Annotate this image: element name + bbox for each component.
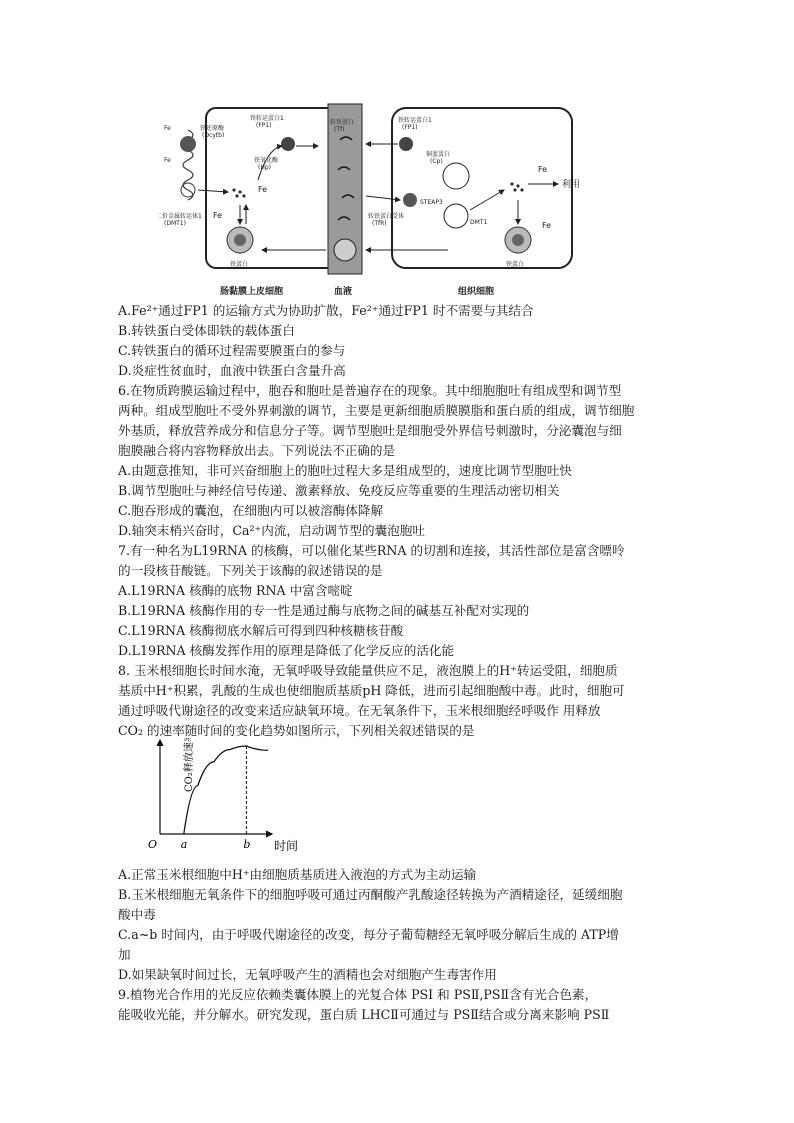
q5-option-d: D.炎症性贫血时，血液中铁蛋白含量升高 <box>118 363 346 378</box>
q8-option-c-cont: 加 <box>118 947 131 962</box>
label-tf-en: (Tf) <box>334 126 345 133</box>
q7-line-1: 7.有一种名为L19RNA 的核酶，可以催化某些RNA 的切割和连接，其活性部位是富含嘌呤 <box>118 543 625 558</box>
label-dmt1-en: (DMT1) <box>164 220 186 227</box>
q8-option-d: D.如果缺氧时间过长，无氧呼吸产生的酒精也会对细胞产生毒害作用 <box>118 967 497 982</box>
iron-transport-svg <box>158 100 638 300</box>
q6-line-3: 外基质，释放营养成分和信息分子等。调节型胞吐是细胞受外界信号刺激时，分泌囊泡与细 <box>118 423 622 438</box>
label-reductase-en: (Dcytb) <box>202 132 225 139</box>
q7-option-a: A.L19RNA 核酶的底物 RNA 中富含嘧啶 <box>118 583 353 598</box>
label-fe2-b: Fe <box>258 185 268 194</box>
blood-ferritin-icon <box>334 239 356 261</box>
tfr-icon <box>403 193 417 207</box>
q8-line-1: 8. 玉米根细胞长时间水淹，无氧呼吸导致能量供应不足，液泡膜上的H⁺转运受阻，细胞质 <box>118 663 618 678</box>
x-tick-b: b <box>243 838 251 851</box>
origin-label: O <box>148 838 158 851</box>
label-fp1-b: 铁转运蛋白1 <box>398 117 432 124</box>
label-fp1-b-en: (FP1) <box>402 124 418 131</box>
label-ferritin-a: 铁蛋白 <box>230 261 249 268</box>
caption-blood: 血液 <box>334 287 353 297</box>
endosome-a <box>443 163 469 189</box>
iron-transport-diagram <box>158 100 638 300</box>
q7-option-b: B.L19RNA 核酶作用的专一性是通过酶与底物之间的碱基互补配对实现的 <box>118 603 530 618</box>
label-tf: 转铁蛋白 <box>330 119 355 126</box>
label-hp: 铁氧化酶 <box>254 157 279 164</box>
label-fe3-b: Fe <box>213 211 223 220</box>
q6-option-d: D.轴突末梢兴奋时，Ca²⁺内流，启动调节型的囊泡胞吐 <box>118 523 425 538</box>
q6-option-b: B.调节型胞吐与神经信号传递、激素释放、免疫反应等重要的生理活动密切相关 <box>118 483 560 498</box>
q6-line-2: 两种。组成型胞吐不受外界刺激的调节，主要是更新细胞质膜膜脂和蛋白质的组成，调节细胞 <box>118 403 635 418</box>
y-axis-label: CO₂释放速率 <box>184 738 195 792</box>
caption-intestine: 肠黏膜上皮细胞 <box>220 287 284 297</box>
label-hp-en: (Hp) <box>258 164 272 171</box>
label-dmt1: 二价金属转运体1 <box>158 213 202 220</box>
q5-option-c: C.转铁蛋白的循环过程需要膜蛋白的参与 <box>118 343 346 358</box>
label-tfr: 转铁蛋白受体 <box>368 213 405 220</box>
q9-line-2: 能吸收光能，并分解水。研究发现，蛋白质 LHCⅡ可通过与 PSⅡ结合或分离来影响 PSⅡ <box>118 1007 610 1022</box>
label-cp: 铜蓝蛋白 <box>426 151 451 158</box>
q7-option-d: D.L19RNA 核酶发挥作用的原理是降低了化学反应的活化能 <box>118 643 455 658</box>
label-steap: STEAP3 <box>420 199 443 206</box>
label-dmt1-b: DMT1 <box>470 219 488 226</box>
label-fe3-c: Fe <box>542 221 552 230</box>
endosome-b <box>444 204 468 228</box>
q5-option-a: A.Fe²⁺通过FP1 的运输方式为协助扩散，Fe²⁺通过FP1 时不需要与其结合 <box>118 303 534 318</box>
q6-option-a: A.由题意推知，非可兴奋细胞上的胞吐过程大多是组成型的，速度比调节型胞吐快 <box>118 463 572 478</box>
label-cp-en: (Cp) <box>430 158 443 165</box>
fe-dots-a <box>232 188 245 197</box>
q6-line-1: 6.在物质跨膜运输过程中，胞吞和胞吐是普遍存在的现象。其中细胞胞吐有组成型和调节型 <box>118 383 622 398</box>
caption-tissue: 组织细胞 <box>458 287 495 297</box>
label-fp1-en: (FP1) <box>256 122 272 129</box>
q8-option-b: B.玉米根细胞无氧条件下的细胞呼吸可通过丙酮酸产乳酸途径转换为产酒精途径，延缓细胞 <box>118 887 623 902</box>
x-tick-a: a <box>180 838 188 851</box>
q5-option-b: B.转铁蛋白受体即铁的载体蛋白 <box>118 323 295 338</box>
fp1-b-icon <box>399 137 413 151</box>
intestine-cell-outline <box>206 108 346 268</box>
label-tfr-en: (TfR) <box>372 220 387 227</box>
q9-line-1: 9.植物光合作用的光反应依赖类囊体膜上的光复合体 PSI 和 PSⅡ,PSⅡ含有光合色素， <box>118 987 598 1002</box>
q8-line-2: 基质中H⁺积累，乳酸的生成也使细胞质基质pH 降低，进而引起细胞酸中毒。此时，细胞可 <box>118 683 625 698</box>
reductase-icon <box>180 136 196 152</box>
label-reductase: 铁还原酶 <box>200 125 225 132</box>
fp1-a-icon <box>281 137 295 151</box>
label-fe2-a: Fe <box>164 157 171 164</box>
label-use: 利用 <box>562 180 581 190</box>
q8-line-3: 通过呼吸代谢途径的改变来适应缺氧环境。在无氧条件下，玉米根细胞经呼吸作 用释放 <box>118 703 601 718</box>
q6-line-4: 胞膜融合将内容物释放出去。下列说法不正确的是 <box>118 443 396 458</box>
q8-line-4: CO₂ 的速率随时间的变化趋势如图所示，下列相关叙述错误的是 <box>118 723 475 738</box>
q7-line-2: 的一段核苷酸链。下列关于该酶的叙述错误的是 <box>118 563 383 578</box>
tissue-cell-outline <box>392 108 572 268</box>
q8-option-c: C.a~b 时间内，由于呼吸代谢途径的改变，每分子葡萄糖经无氧呼吸分解后生成的 ATP增 <box>118 927 619 942</box>
q8-option-a: A.正常玉米根细胞中H⁺由细胞质基质进入液泡的方式为主动运输 <box>118 867 477 882</box>
co2-rate-chart <box>140 738 305 856</box>
label-fe2-c: Fe <box>538 165 548 174</box>
co2-series-line <box>184 746 268 834</box>
q6-option-c: C.胞吞形成的囊泡，在细胞内可以被溶酶体降解 <box>118 503 384 518</box>
label-fp1: 铁转运蛋白1 <box>250 115 284 122</box>
x-axis-label: 时间 <box>274 839 299 853</box>
co2-rate-chart-svg <box>140 738 305 856</box>
q8-option-b-cont: 酸中毒 <box>118 907 156 922</box>
fe-dots-b <box>510 182 523 191</box>
label-fe3-a: Fe <box>164 125 171 132</box>
label-ferritin-b: 铁蛋白 <box>506 261 525 268</box>
q7-option-c: C.L19RNA 核酶彻底水解后可得到四种核糖核苷酸 <box>118 623 404 638</box>
